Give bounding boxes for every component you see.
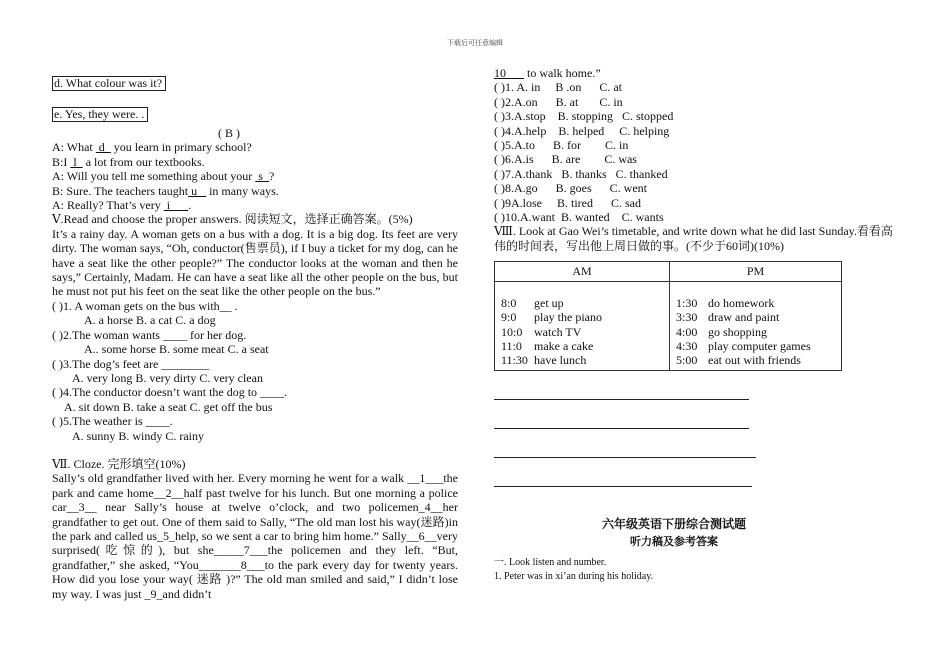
question-2: ( )2.The woman wants ____ for her dog. (52, 327, 247, 342)
question-3-options: A. very long B. very dirty C. very clean (72, 370, 263, 385)
activity-label: do homework (708, 295, 775, 310)
question-4-options: A. sit down B. take a seat C. get off the bus (64, 399, 273, 414)
dialogue-line: B:I l a lot from our textbooks. (52, 154, 205, 169)
dialogue-line: A: Will you tell me something about your s ? (52, 169, 275, 184)
time-label: 10:0 (501, 324, 523, 339)
time-label: 11:30 (501, 353, 528, 368)
answer-key-subtitle: 听力稿及参考答案 (630, 535, 718, 549)
activity-label: get up (534, 295, 564, 310)
dialogue-line: A: What d you learn in primary school? (52, 140, 252, 155)
question-5-options: A. sunny B. windy C. rainy (72, 428, 204, 443)
section-5-title: Ⅴ.Read and choose the proper answers. 阅读短文，选择正确答案。(5%) (52, 212, 413, 227)
question-1-options: A. a horse B. a cat C. a dog (84, 313, 216, 328)
pm-row (676, 353, 835, 367)
dialogue-line: A: Really? That’s very i . (52, 198, 192, 213)
answer-blank: i (163, 198, 189, 213)
cloze-continuation: 10___ to walk home.” (494, 66, 601, 80)
timetable (494, 261, 842, 370)
writing-line-4 (494, 485, 752, 487)
cloze-options (494, 80, 854, 224)
time-label: 11:0 (501, 338, 522, 353)
am-row (501, 296, 663, 310)
answer-blank: s (255, 169, 269, 184)
cloze-option-row: ( )2.A.on B. at C. in (494, 94, 623, 109)
answer-blank: l (70, 154, 83, 169)
answer-key-title: 六年级英语下册综合测试题 (601, 516, 746, 531)
pm-row (676, 339, 835, 353)
am-schedule (495, 281, 670, 370)
dialogue-line: B: Sure. The teachers taught u in many ways. (52, 183, 279, 198)
am-row (501, 339, 663, 353)
writing-line-2 (494, 427, 749, 429)
pm-row (676, 325, 835, 339)
question-4: ( )4.The conductor doesn’t want the dog to ____. (52, 385, 288, 400)
question-3: ( )3.The dog’s feet are ________ (52, 356, 210, 371)
question-2-options: A.. some horse B. some meat C. a seat (84, 342, 269, 357)
cloze-passage: Sally’s old grandfather lived with her. Every morning he went for a walk __1___the park and came home__2__half past twelve for his lunch. But one morning a police car__3__ near Sally’s house at twelve o’clock, and two policemen_4__her grandfather to get out. One of them said to Sally, “The old man lost his way(迷路)in the park and called us_5_help, so we sent a car to bring him home.” Sally__6__very surprised(吃惊的), but she_____7___the policemen and they left. “But, grandfather,” she asked, “You_______8___to the park every day for twenty years. How did you lose your way( 迷路 )?” The old man smiled and said,” I didn’t lose my way. I was just _9_and didn’t (52, 471, 458, 601)
activity-label: watch TV (534, 324, 582, 339)
option-e-box: e. Yes, they were. . (52, 107, 148, 122)
cloze-option-row: ( )5.A.to B. for C. in (494, 138, 629, 153)
cloze-option-row: ( )10.A.want B. wanted C. wants (494, 210, 664, 225)
writing-line-1 (494, 398, 749, 400)
writing-line-3 (494, 456, 756, 458)
pm-row (676, 296, 835, 310)
listening-item-1: 1. Peter was in xi’an during his holiday. (494, 570, 654, 582)
time-label: 4:30 (676, 338, 698, 353)
pm-row (676, 310, 835, 324)
time-label: 3:30 (676, 310, 698, 325)
cloze-option-row: ( )3.A.stop B. stopping C. stopped (494, 109, 674, 124)
time-label: 1:30 (676, 295, 698, 310)
cloze-option-row: ( )9A.lose B. tired C. sad (494, 195, 641, 210)
option-d-box: d. What colour was it? (52, 76, 166, 91)
am-row (501, 353, 663, 367)
section-b-heading: ( B ) (218, 126, 240, 140)
right-column (494, 66, 893, 584)
time-label: 5:00 (676, 353, 698, 368)
pm-header: PM (670, 262, 842, 281)
activity-label: eat out with friends (708, 353, 801, 368)
am-header: AM (495, 262, 670, 281)
section-8-title: Ⅷ. Look at Gao Wei’s timetable, and write down what he did last Sunday.看看高伟的时间表，写出他上周日做的事。(不少于60词)(10%) (494, 224, 893, 253)
left-column (52, 66, 458, 601)
question-5: ( )5.The weather is ____. (52, 414, 173, 429)
time-label: 4:00 (676, 324, 698, 339)
reading-passage: It’s a rainy day. A woman gets on a bus with a dog. It is a big dog. Its feet are very dirty. The woman says, “Oh, conductor(售票员), if I buy a ticket for my dog, can he have a seat like the other people?” The conductor looks at the woman and then he says,” Certainly, Madam. He can have a seat like all the other people on the bus, but he must not put his feet on the seat like the other people on the bus.” (52, 226, 458, 299)
cloze-option-row: ( )7.A.thank B. thanks C. thanked (494, 166, 668, 181)
activity-label: draw and paint (708, 310, 780, 325)
page-header: 下载后可任意编辑 (447, 39, 503, 47)
activity-label: have lunch (534, 353, 587, 368)
cloze-option-row: ( )4.A.help B. helped C. helping (494, 123, 670, 138)
activity-label: play the piano (534, 310, 602, 325)
activity-label: go shopping (708, 324, 768, 339)
blank-10: 10___ (494, 66, 524, 80)
pm-schedule (670, 281, 842, 370)
cloze-option-row: ( )1. A. in B .on C. at (494, 80, 622, 95)
listening-heading: 一. Look listen and number. (494, 556, 607, 568)
writing-area (494, 398, 854, 487)
question-1: ( )1. A woman gets on the bus with__ . (52, 298, 238, 313)
time-label: 9:0 (501, 310, 517, 325)
am-row (501, 310, 663, 324)
cloze-option-row: ( )6.A.is B. are C. was (494, 152, 637, 167)
time-label: 8:0 (501, 295, 517, 310)
answer-blank: u (188, 183, 207, 198)
answer-blank: d (95, 140, 111, 155)
activity-label: play computer games (708, 338, 811, 353)
cloze-option-row: ( )8.A.go B. goes C. went (494, 181, 647, 196)
am-row (501, 325, 663, 339)
section-7-title: Ⅶ. Cloze. 完形填空(10%) (52, 456, 186, 471)
activity-label: make a cake (534, 338, 594, 353)
section-b-dialogue (52, 140, 458, 212)
